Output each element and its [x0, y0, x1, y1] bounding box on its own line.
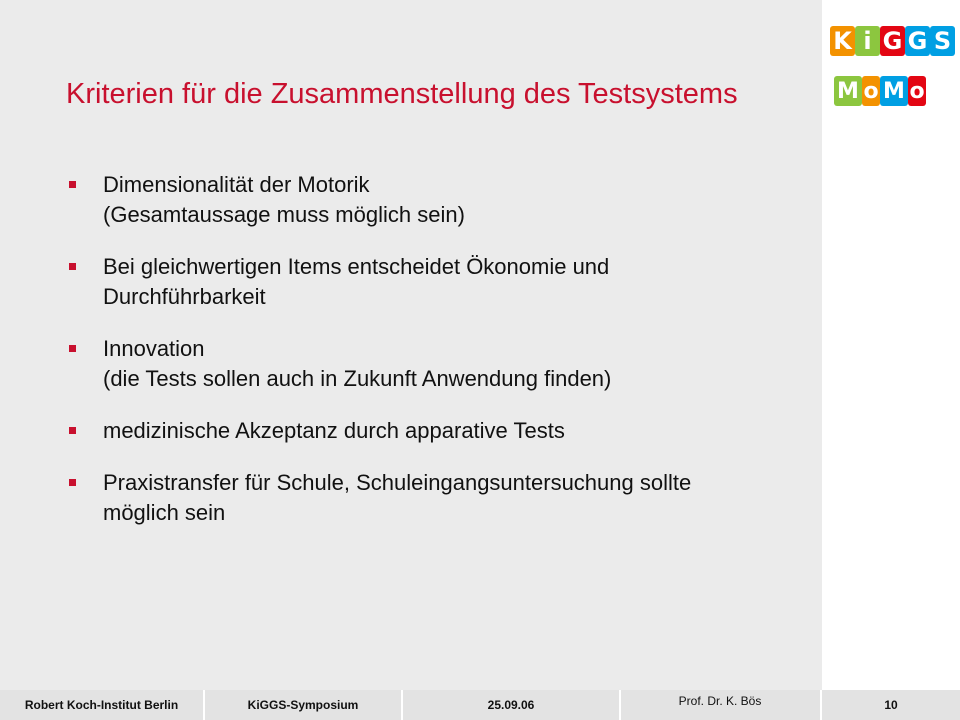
- slide-title: Kriterien für die Zusammenstellung des Testsystems: [66, 78, 738, 110]
- footer-page-number: 10: [884, 698, 898, 712]
- momo-logo-letter: o: [862, 76, 880, 106]
- kiggs-logo-letter: K: [830, 26, 855, 56]
- momo-logo: [834, 76, 926, 106]
- footer-event: KiGGS-Symposium: [247, 698, 359, 712]
- kiggs-logo-letter: S: [930, 26, 955, 56]
- bullet-list: [66, 170, 826, 550]
- kiggs-logo-letter: G: [905, 26, 930, 56]
- bullet-item: [66, 468, 826, 528]
- footer-author: Prof. Dr. K. Bös: [678, 694, 762, 708]
- bullet-text: Dimensionalität der Motorik: [103, 172, 370, 197]
- momo-logo-letter: o: [908, 76, 926, 106]
- bullet-text: Bei gleichwertigen Items entscheidet Ökonomie und: [103, 254, 610, 279]
- bullet-text: medizinische Akzeptanz durch apparative Tests: [103, 418, 565, 443]
- momo-logo-letter: M: [834, 76, 862, 106]
- square-bullet-icon: [69, 427, 76, 434]
- bullet-text: Durchführbarkeit: [103, 284, 266, 309]
- footer-divider: [203, 690, 205, 720]
- square-bullet-icon: [69, 181, 76, 188]
- footer-date: 25.09.06: [487, 698, 535, 712]
- bullet-text: (Gesamtaussage muss möglich sein): [103, 202, 465, 227]
- kiggs-logo-letter: i: [855, 26, 880, 56]
- bullet-item: [66, 252, 826, 312]
- square-bullet-icon: [69, 479, 76, 486]
- kiggs-logo: [830, 26, 955, 56]
- square-bullet-icon: [69, 263, 76, 270]
- square-bullet-icon: [69, 345, 76, 352]
- bullet-item: [66, 416, 826, 446]
- footer-institute: Robert Koch-Institut Berlin: [24, 698, 179, 712]
- bullet-text: möglich sein: [103, 500, 226, 525]
- bullet-text: Innovation: [103, 336, 205, 361]
- bullet-text: (die Tests sollen auch in Zukunft Anwendung finden): [103, 366, 612, 391]
- footer-divider: [619, 690, 621, 720]
- bullet-item: [66, 170, 826, 230]
- kiggs-logo-letter: G: [880, 26, 905, 56]
- bullet-text: Praxistransfer für Schule, Schuleingangsuntersuchung sollte: [103, 470, 692, 495]
- footer-divider: [401, 690, 403, 720]
- bullet-item: [66, 334, 826, 394]
- momo-logo-letter: M: [880, 76, 908, 106]
- footer-divider: [820, 690, 822, 720]
